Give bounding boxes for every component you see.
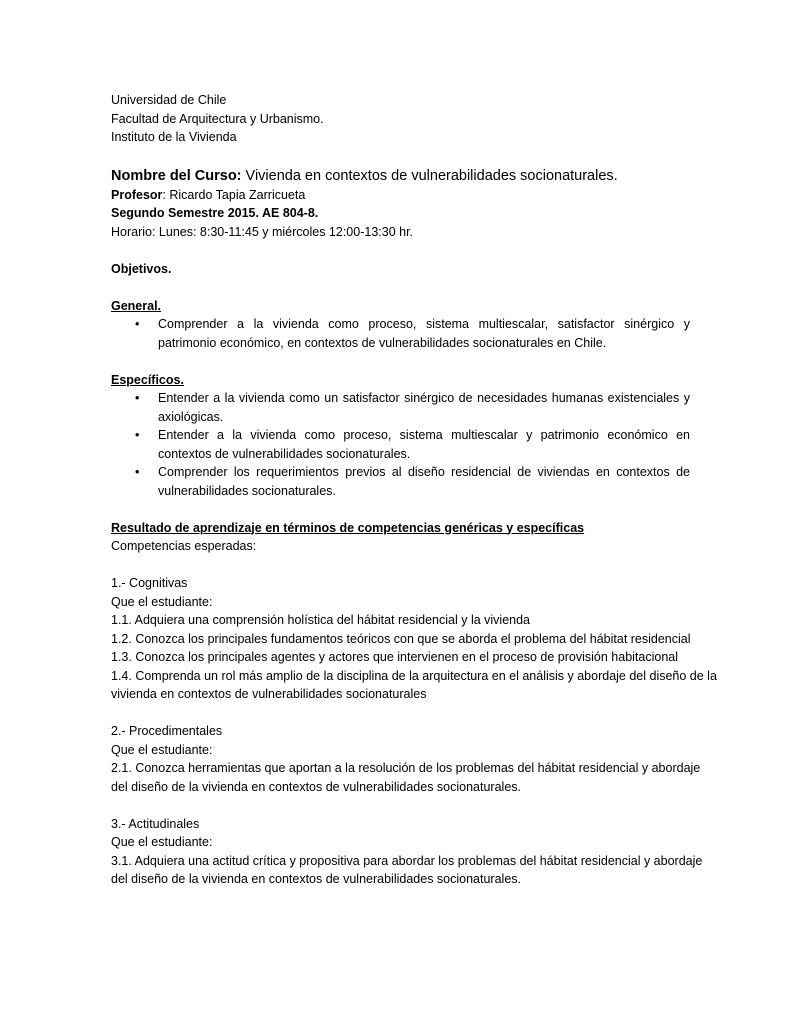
procedural-title: 2.- Procedimentales [111, 724, 223, 738]
schedule-line: Horario: Lunes: 8:30-11:45 y miércoles 12:00-13:30 hr. [111, 224, 414, 239]
general-heading: General. [111, 298, 162, 313]
list-item-text: Comprender a la vivienda como proceso, sistema multiescalar, satisfactor sinérgico y patrimonio económico, en contextos de vulnerabilidades socionaturales en Chile. [158, 317, 690, 350]
list-item-text: Entender a la vivienda como un satisfactor sinérgico de necesidades humanas existenciales y axiológicas. [158, 391, 690, 424]
professor-name: : Ricardo Tapia Zarricueta [162, 187, 306, 202]
university-name: Universidad de Chile [111, 93, 227, 107]
competency-line: vivienda en contextos de vulnerabilidades socionaturales [111, 687, 427, 701]
competency-line: 1.2. Conozca los principales fundamentos teóricos con que se aborda el problema del hábitat residencial [111, 631, 691, 646]
course-title [111, 166, 690, 186]
objectives-heading: Objetivos. [111, 261, 172, 276]
cognitive-lead: Que el estudiante: [111, 594, 213, 609]
faculty-name: Facultad de Arquitectura y Urbanismo. [111, 111, 324, 126]
bullet-icon: • [135, 465, 140, 479]
attitudinal-title: 3.- Actitudinales [111, 816, 200, 831]
results-heading: Resultado de aprendizaje en términos de competencias genéricas y específicas [111, 520, 585, 535]
procedural-lead: Que el estudiante: [111, 742, 213, 757]
professor-line [111, 186, 690, 205]
competency-line: 3.1. Adquiera una actitud crítica y propositiva para abordar los problemas del hábitat residencial y abordaje [111, 853, 703, 868]
cognitive-title: 1.- Cognitivas [111, 576, 188, 590]
professor-label: Profesor [111, 187, 163, 202]
list-item [111, 315, 690, 352]
bullet-icon: • [135, 428, 140, 442]
attitudinal-lead: Que el estudiante: [111, 835, 213, 849]
competency-line: del diseño de la vivienda en contextos de vulnerabilidades socionaturales. [111, 779, 521, 794]
course-name-label: Nombre del Curso: [111, 167, 242, 184]
list-item-text: Entender a la vivienda como proceso, sistema multiescalar y patrimonio económico en contextos de vulnerabilidades socionaturales. [158, 428, 690, 461]
specific-heading: Específicos. [111, 372, 184, 387]
competency-line: 1.4. Comprenda un rol más amplio de la disciplina de la arquitectura en el análisis y abordaje del diseño de la [111, 668, 717, 683]
general-objectives-list [111, 315, 690, 352]
list-item [111, 426, 690, 463]
competency-line: 2.1. Conozca herramientas que aportan a la resolución de los problemas del hábitat residencial y abordaje [111, 761, 701, 775]
competency-line: del diseño de la vivienda en contextos de vulnerabilidades socionaturales. [111, 872, 521, 886]
semester-line: Segundo Semestre 2015. AE 804-8. [111, 206, 319, 220]
course-name-value: Vivienda en contextos de vulnerabilidades socionaturales. [241, 167, 618, 184]
institute-name: Instituto de la Vivienda [111, 130, 237, 144]
bullet-icon: • [135, 317, 140, 331]
list-item [111, 389, 690, 426]
list-item [111, 463, 690, 500]
competency-line: 1.1. Adquiera una comprensión holística del hábitat residencial y la vivienda [111, 613, 531, 627]
specific-objectives-list [111, 389, 690, 500]
results-intro: Competencias esperadas: [111, 539, 257, 553]
list-item-text: Comprender los requerimientos previos al diseño residencial de viviendas en contextos de vulnerabilidades socionaturales. [158, 465, 690, 498]
bullet-icon: • [135, 391, 140, 405]
competency-line: 1.3. Conozca los principales agentes y actores que intervienen en el proceso de provisión habitacional [111, 650, 679, 664]
